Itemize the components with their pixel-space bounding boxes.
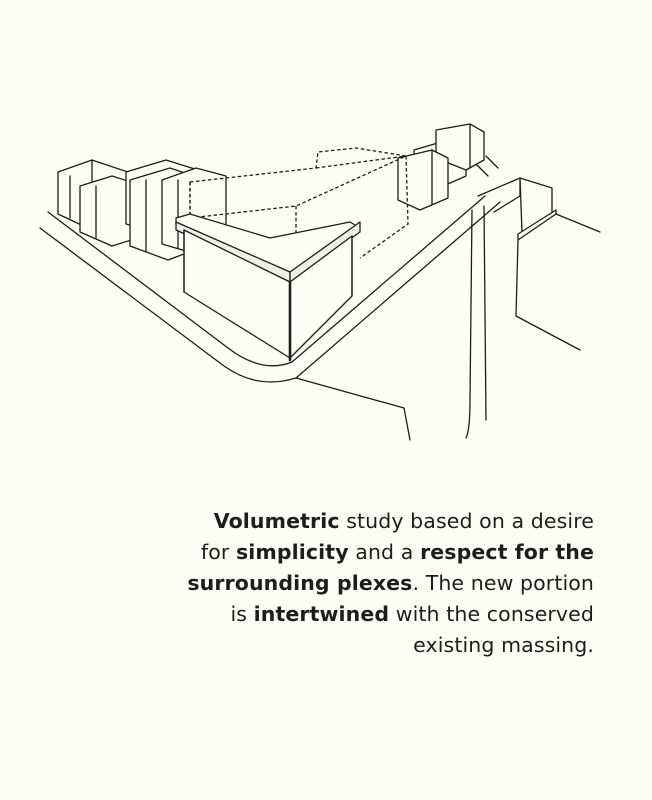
caption-text: with the conserved bbox=[389, 602, 594, 626]
caption-text: . The new portion bbox=[412, 571, 594, 595]
caption-line-5 bbox=[134, 630, 594, 661]
caption-emphasis: respect for the bbox=[420, 540, 594, 564]
existing-plexes-right bbox=[398, 124, 484, 210]
caption-emphasis: intertwined bbox=[253, 602, 390, 626]
caption bbox=[134, 506, 594, 661]
caption-text: and a bbox=[348, 540, 421, 564]
caption-line-1 bbox=[134, 506, 594, 537]
caption-text: study based on a desire bbox=[339, 509, 594, 533]
caption-emphasis: Volumetric bbox=[213, 509, 340, 533]
opposite-block bbox=[466, 178, 600, 438]
caption-text: is bbox=[230, 602, 254, 626]
caption-emphasis: surrounding plexes bbox=[187, 571, 413, 595]
conserved-existing-massing bbox=[176, 214, 360, 360]
caption-line-3 bbox=[134, 568, 594, 599]
caption-text: for bbox=[200, 540, 236, 564]
caption-line-2 bbox=[134, 537, 594, 568]
caption-text: existing massing. bbox=[413, 633, 594, 657]
caption-line-4 bbox=[134, 599, 594, 630]
lower-street-lines bbox=[296, 378, 410, 440]
caption-emphasis: simplicity bbox=[236, 540, 349, 564]
